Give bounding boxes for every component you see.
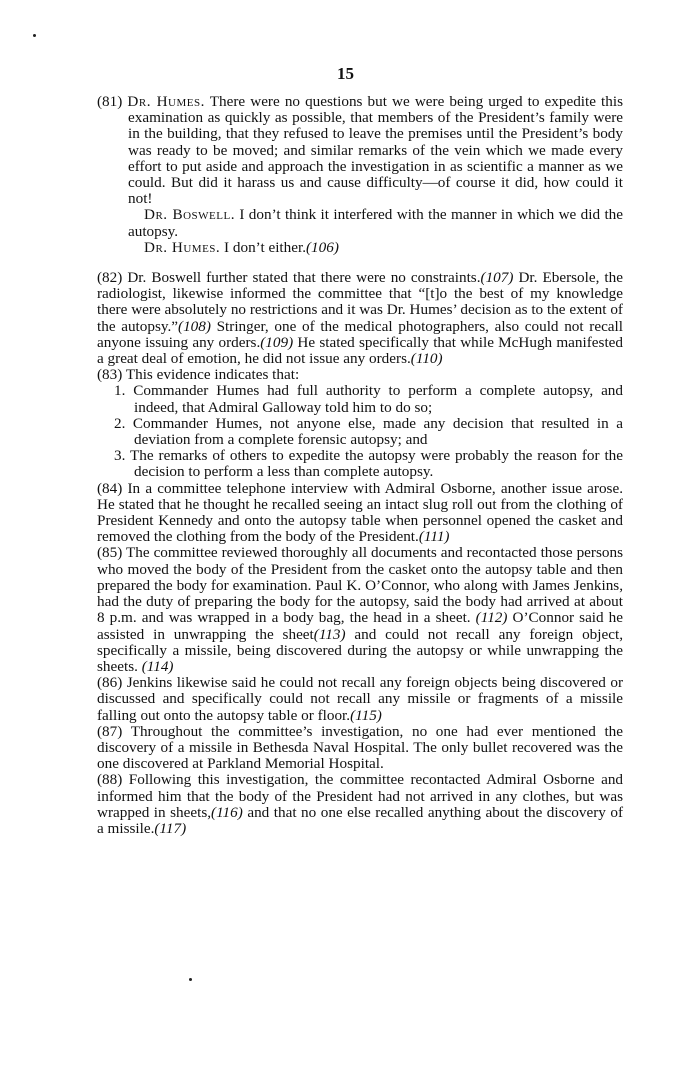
footnote-ref: (117) (154, 819, 187, 837)
footnote-ref: (107) (480, 269, 514, 287)
footnote-ref: (109) (260, 333, 294, 351)
footnote-ref: (115) (350, 706, 382, 724)
page-body (97, 94, 623, 837)
paragraph-text: This evidence indicates that: (125, 366, 300, 384)
paragraph-text: and could not recall any foreign object, specifically a missile, being discovered during the autopsy or while unwrapping the sheets. (97, 625, 623, 675)
paragraph-87 (97, 724, 623, 773)
speaker-label: Dr. Boswell. (144, 206, 235, 224)
paragraph-text: Jenkins likewise said he could not recall any foreign objects being discovered or discussed and specifically could not recall any missile or fragments of a missile falling out onto the autopsy table or floor. (97, 674, 623, 724)
footnote-ref: (112) (475, 609, 508, 627)
paragraph-86 (97, 675, 623, 724)
footnote-ref: (106) (306, 238, 339, 256)
scan-speck (189, 978, 192, 981)
paragraph-number: (88) (97, 771, 123, 789)
list-item: 1. Commander Humes had full authority to perform a complete autopsy, and indeed, that Admiral Galloway told him to do so; (114, 382, 623, 416)
footnote-ref: (111) (418, 528, 450, 546)
paragraph-number: (81) (97, 93, 123, 110)
paragraph-number: (86) (97, 674, 123, 692)
paragraph-text: O’Connor said he assisted in unwrapping the sheet (97, 609, 624, 643)
footnote-ref: (114) (141, 657, 174, 675)
footnote-ref: (113) (313, 625, 346, 643)
paragraph-84 (97, 481, 623, 546)
paragraph-text: Stringer, one of the medical photographers, also could not recall anyone issuing any orders. (97, 317, 623, 351)
paragraph-88 (97, 772, 623, 837)
paragraph-number: (82) (97, 269, 123, 287)
paragraph-85 (97, 545, 623, 675)
list-item: 2. Commander Humes, not anyone else, made any decision that resulted in a deviation from a complete forensic autopsy; and (114, 414, 623, 449)
paragraph-text: Dr. Boswell further stated that there were no constraints. (127, 269, 481, 287)
paragraph-text: He stated specifically that while McHugh manifested a great deal of emotion, he did not issue any orders. (97, 333, 624, 368)
paragraph-number: (85) (97, 544, 123, 562)
paragraph-83 (97, 367, 623, 383)
testimony-line (97, 240, 623, 256)
paragraph-number: (84) (97, 479, 123, 497)
paragraph-text: Following this investigation, the committee recontacted Admiral Osborne and informed him that the body of the President had not arrived in any clothes, but was wrapped in sheets, (97, 771, 624, 821)
paragraph-text: and that no one else recalled anything about the discovery of a missile. (97, 803, 624, 837)
paragraph-text: Dr. Ebersole, the radiologist, likewise informed the committee that “[t]o the best of my knowledge there were absolutely no restrictions and it was Dr. Humes’ decision as to the extent of the autopsy.” (97, 269, 623, 335)
testimony-line (97, 207, 623, 239)
paragraph-text: In a committee telephone interview with Admiral Osborne, another issue arose. He stated that he thought he recalled seeing an intact slug roll out from the clothing of President Kennedy and onto the autopsy table when personnel opened the casket and removed the clothing from the body of the President. (97, 479, 624, 546)
footnote-ref: (110) (410, 350, 443, 368)
paragraph-text: The committee reviewed thoroughly all documents and recontacted those persons who moved the body of the President from the casket onto the autopsy table and then prepared the body for examination. Paul K. O’Connor, who along with James Jenkins, had the duty of preparing the body for the autopsy, said the body had arrived at about 8 p.m. and was wrapped in a body bag, the head in a sheet. (97, 544, 623, 627)
speaker-label: Dr. Humes. (127, 93, 205, 110)
paragraph-81 (97, 94, 623, 207)
scan-speck (33, 34, 36, 37)
testimony-text: I don’t either. (224, 238, 306, 256)
list-item: 3. The remarks of others to expedite the autopsy were probably the reason for the decision to perform a less than complete autopsy. (114, 447, 623, 481)
page-number: 15 (337, 64, 354, 83)
finding-list (97, 383, 623, 480)
paragraph-82 (97, 270, 623, 367)
paragraph-number: (87) (97, 722, 123, 740)
testimony-text: There were no questions but we were being urged to expedite this examination as quickly as possible, that members of the President’s family were in the building, that they refused to leave the premises until the President’s body was ready to be moved; and similar remarks of the vein which we made every effort to put aside and approach the investigation in as scientific a manner as we could. But did it harass us and cause difficulty—of course it did, how could it not! (128, 93, 623, 208)
testimony-text: I don’t think it interfered with the manner in which we did the autopsy. (128, 206, 623, 240)
paragraph-number: (83) (97, 366, 123, 384)
footnote-ref: (116) (211, 803, 243, 821)
speaker-label: Dr. Humes. (144, 238, 221, 256)
footnote-ref: (108) (178, 317, 211, 335)
paragraph-text: Throughout the committee’s investigation, no one had ever mentioned the discovery of a missile in Bethesda Naval Hospital. The only bullet recovered was the one discovered at Parkland Memorial Hospital. (97, 722, 624, 773)
